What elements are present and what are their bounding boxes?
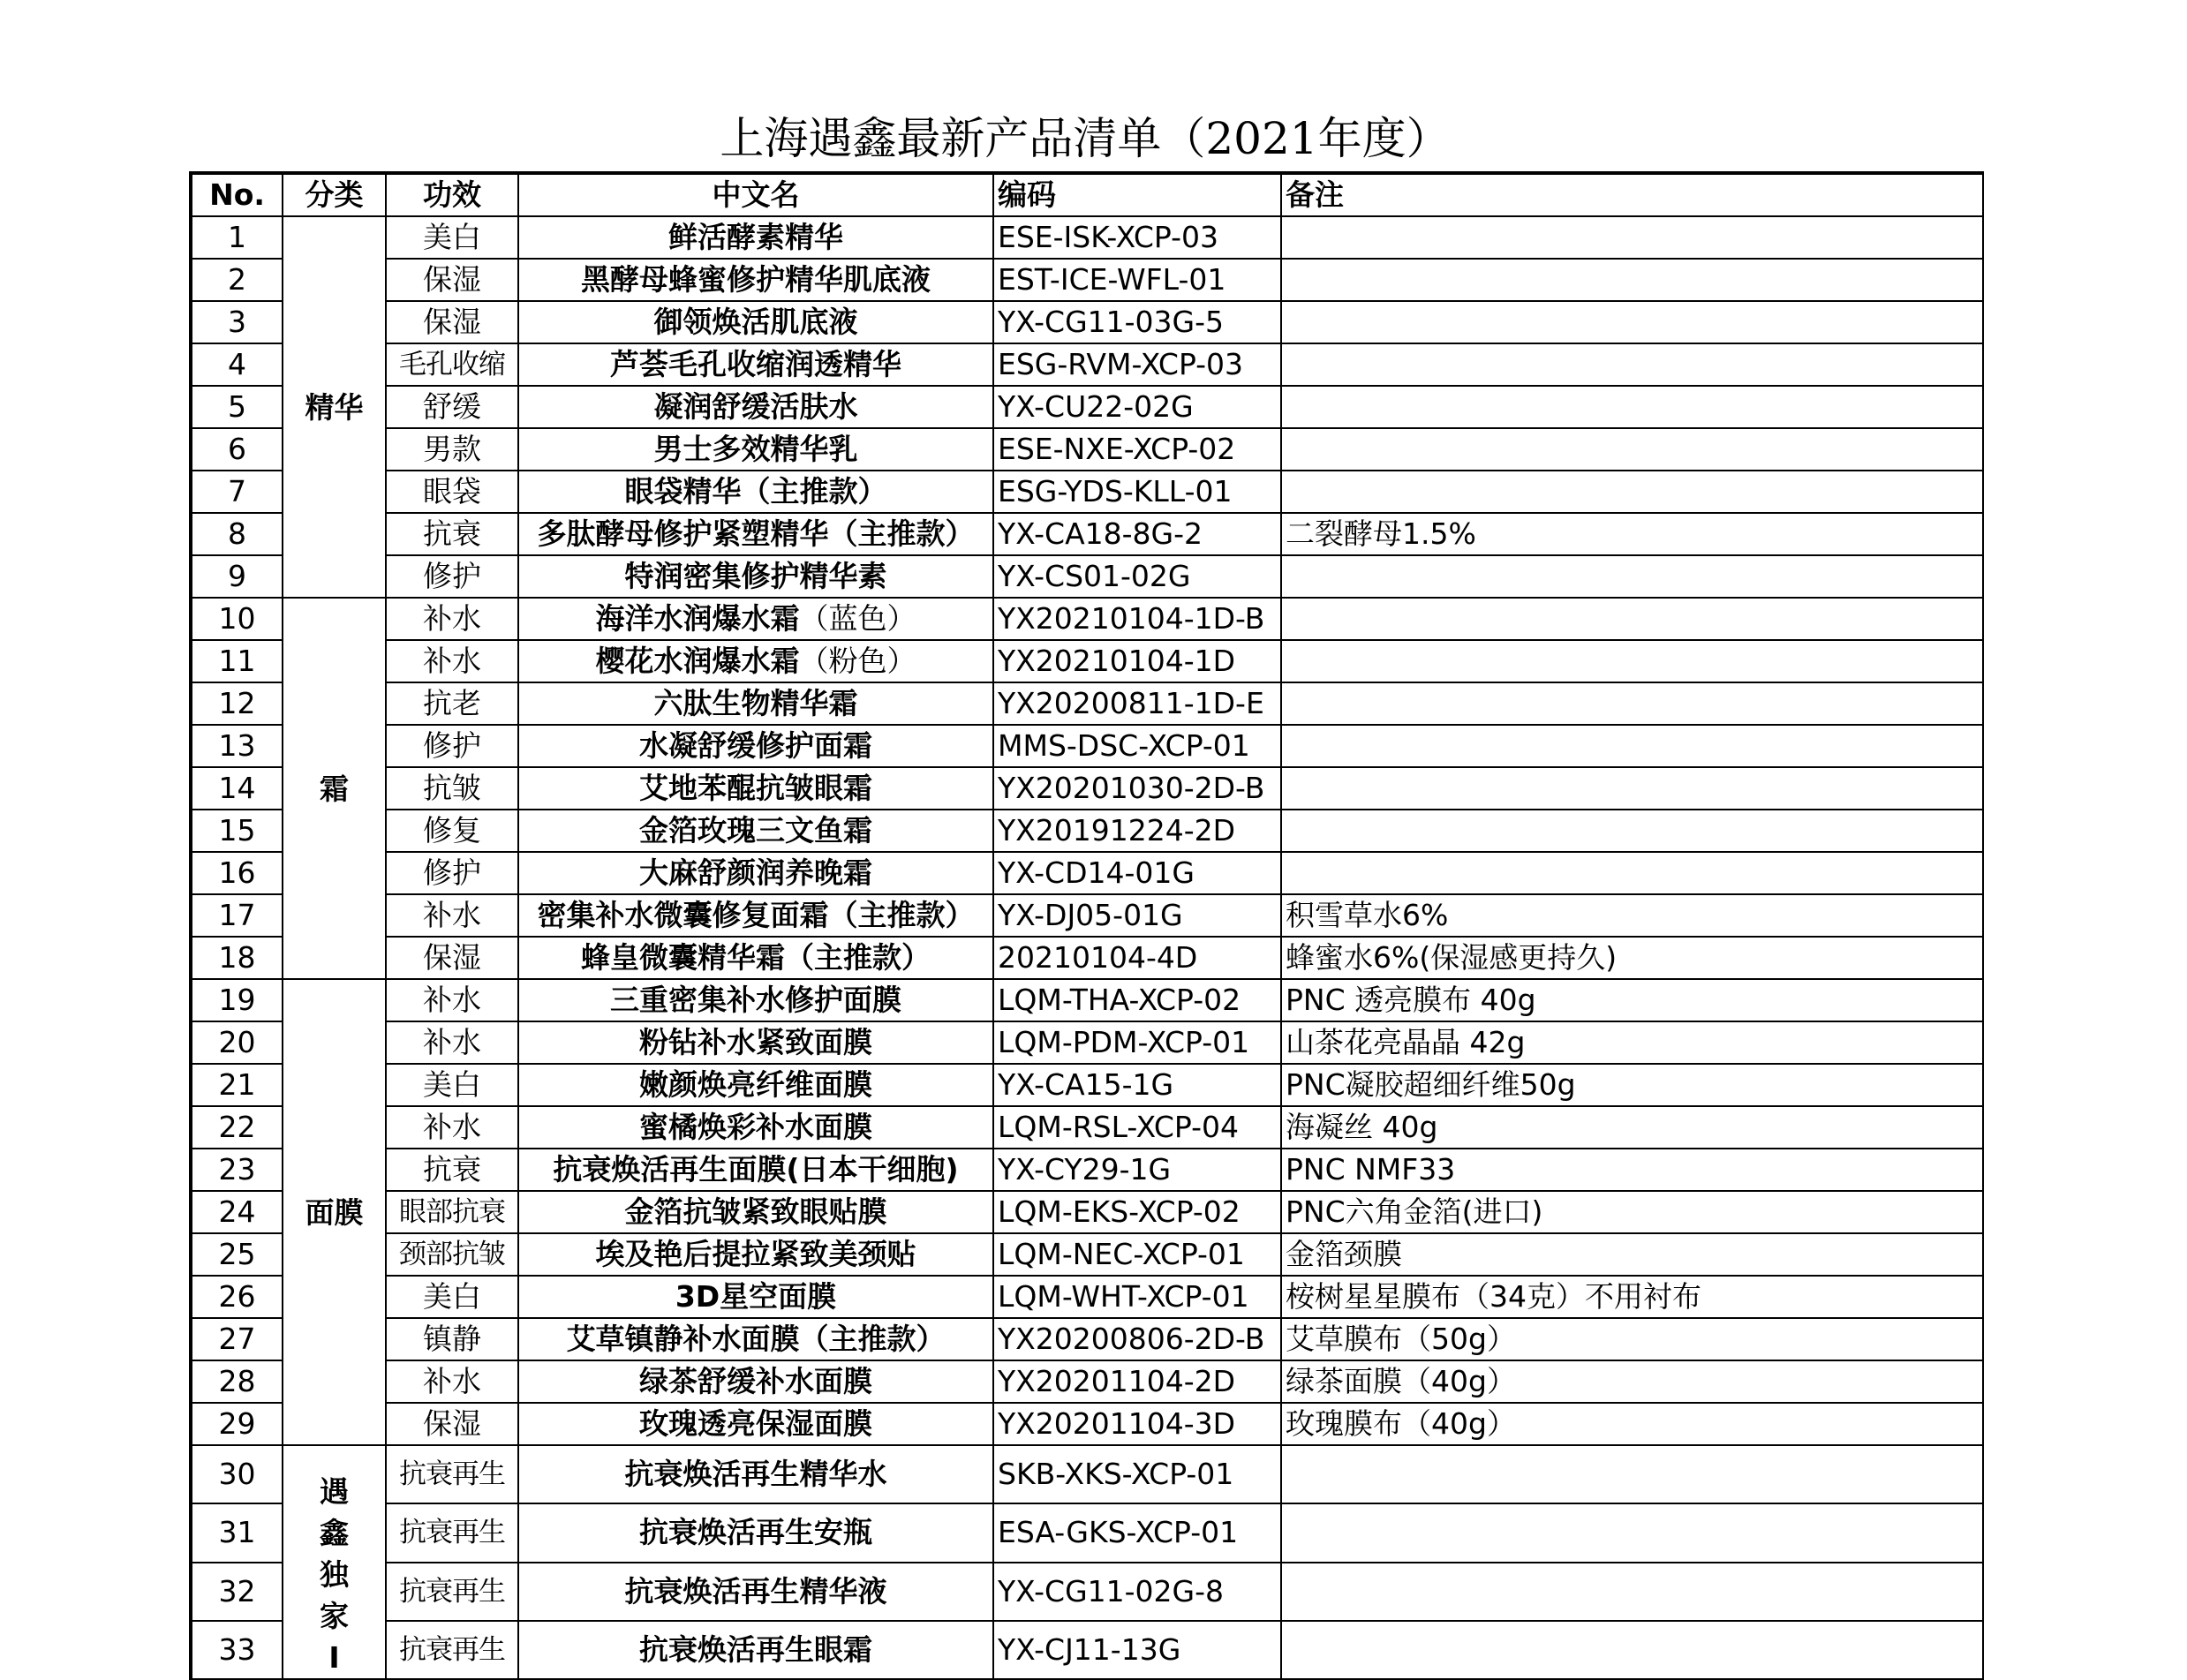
table-row: [191, 1621, 1983, 1679]
table-row: [191, 428, 1983, 471]
function-cell: 抗老: [386, 682, 518, 725]
product-name: 芦荟毛孔收缩润透精华: [610, 347, 901, 381]
function-cell: 补水: [386, 894, 518, 937]
product-name-cell: [518, 1621, 993, 1679]
function-cell: 眼部抗衰: [386, 1191, 518, 1233]
product-name-cell: [518, 428, 993, 471]
product-name-cell: [518, 894, 993, 937]
row-number: 3: [191, 301, 283, 343]
product-note: 桉树星星膜布（34克）不用衬布: [1281, 1276, 1983, 1318]
product-name: 抗衰焕活再生安瓶: [639, 1515, 872, 1550]
product-code: LQM-PDM-XCP-01: [993, 1021, 1281, 1064]
product-note: [1281, 301, 1983, 343]
product-note: 玫瑰膜布（40g）: [1281, 1403, 1983, 1445]
table-row: [191, 1318, 1983, 1360]
product-name: 凝润舒缓活肤水: [653, 389, 858, 424]
product-code: YX-CS01-02G: [993, 555, 1281, 598]
product-code: ESA-GKS-XCP-01: [993, 1503, 1281, 1562]
product-note: PNC 透亮膜布 40g: [1281, 979, 1983, 1021]
function-cell: 修护: [386, 725, 518, 767]
table-row: [191, 1191, 1983, 1233]
product-name-cell: [518, 1503, 993, 1562]
row-number: 16: [191, 852, 283, 894]
function-cell: 男款: [386, 428, 518, 471]
product-code: LQM-EKS-XCP-02: [993, 1191, 1281, 1233]
product-code: YX20201030-2D-B: [993, 767, 1281, 810]
function-cell: 抗衰: [386, 513, 518, 555]
product-code: YX-CJ11-13G: [993, 1621, 1281, 1679]
table-row: [191, 216, 1983, 259]
table-row: [191, 598, 1983, 640]
product-name: 艾草镇静补水面膜（主推款）: [566, 1322, 946, 1356]
function-cell: 修复: [386, 810, 518, 852]
product-name-cell: [518, 1106, 993, 1149]
category-cell: [283, 1445, 386, 1679]
function-cell: 保湿: [386, 301, 518, 343]
product-name-cell: [518, 1191, 993, 1233]
function-cell: 抗衰再生: [386, 1445, 518, 1503]
function-cell: 美白: [386, 1276, 518, 1318]
row-number: 24: [191, 1191, 283, 1233]
product-code: EST-ICE-WFL-01: [993, 259, 1281, 301]
product-note: [1281, 810, 1983, 852]
product-name: 粉钻补水紧致面膜: [639, 1025, 872, 1059]
row-number: 29: [191, 1403, 283, 1445]
product-code: SKB-XKS-XCP-01: [993, 1445, 1281, 1503]
header-code: 编码: [993, 173, 1281, 216]
product-note: 艾草膜布（50g）: [1281, 1318, 1983, 1360]
product-note: 海凝丝 40g: [1281, 1106, 1983, 1149]
category-cell: [283, 979, 386, 1445]
product-note: [1281, 386, 1983, 428]
category-label: 精华: [305, 389, 364, 425]
product-name: 玫瑰透亮保湿面膜: [639, 1406, 872, 1441]
table-row: [191, 1106, 1983, 1149]
table-row: [191, 1021, 1983, 1064]
function-cell: 保湿: [386, 259, 518, 301]
product-note: [1281, 471, 1983, 513]
product-code: YX-CG11-02G-8: [993, 1563, 1281, 1621]
product-name: 大麻舒颜润养晚霜: [639, 855, 872, 890]
row-number: 1: [191, 216, 283, 259]
product-name-cell: [518, 301, 993, 343]
table-row: [191, 725, 1983, 767]
row-number: 33: [191, 1621, 283, 1679]
function-cell: 舒缓: [386, 386, 518, 428]
row-number: 19: [191, 979, 283, 1021]
product-name-cell: [518, 852, 993, 894]
row-number: 6: [191, 428, 283, 471]
product-note: 绿茶面膜（40g）: [1281, 1360, 1983, 1403]
row-number: 25: [191, 1233, 283, 1276]
product-code: ESG-YDS-KLL-01: [993, 471, 1281, 513]
product-name-cell: [518, 767, 993, 810]
product-name-cell: [518, 513, 993, 555]
product-name: 多肽酵母修护紧塑精华（主推款）: [537, 516, 975, 551]
product-code: LQM-RSL-XCP-04: [993, 1106, 1281, 1149]
product-name-cell: [518, 259, 993, 301]
table-row: [191, 1276, 1983, 1318]
table-row: [191, 555, 1983, 598]
product-name-cell: [518, 1149, 993, 1191]
table-row: [191, 471, 1983, 513]
category-label: 遇鑫独家I: [319, 1474, 349, 1675]
function-cell: 保湿: [386, 1403, 518, 1445]
product-code: LQM-THA-XCP-02: [993, 979, 1281, 1021]
product-code: ESG-RVM-XCP-03: [993, 343, 1281, 386]
function-cell: 补水: [386, 1106, 518, 1149]
product-note: 金箔颈膜: [1281, 1233, 1983, 1276]
row-number: 11: [191, 640, 283, 682]
product-note: [1281, 1503, 1983, 1562]
row-number: 20: [191, 1021, 283, 1064]
product-name-cell: [518, 1563, 993, 1621]
product-code: 20210104-4D: [993, 937, 1281, 979]
category-label: 面膜: [305, 1194, 364, 1230]
row-number: 26: [191, 1276, 283, 1318]
product-name: 绿茶舒缓补水面膜: [639, 1364, 872, 1398]
product-name: 抗衰焕活再生面膜(日本干细胞): [553, 1152, 959, 1187]
function-cell: 美白: [386, 1064, 518, 1106]
product-name-cell: [518, 1276, 993, 1318]
product-name: 艾地苯醌抗皱眼霜: [639, 771, 872, 805]
product-name-cell: [518, 810, 993, 852]
row-number: 23: [191, 1149, 283, 1191]
table-row: [191, 979, 1983, 1021]
header-category: 分类: [283, 173, 386, 216]
product-name-cell: [518, 937, 993, 979]
table-body: [191, 216, 1983, 1679]
product-name: 六肽生物精华霜: [653, 686, 858, 720]
function-cell: 美白: [386, 216, 518, 259]
header-function: 功效: [386, 173, 518, 216]
product-note: 蜂蜜水6%(保湿感更持久): [1281, 937, 1983, 979]
product-note: [1281, 598, 1983, 640]
table-row: [191, 1233, 1983, 1276]
product-name: 埃及艳后提拉紧致美颈贴: [595, 1237, 916, 1271]
product-note: [1281, 216, 1983, 259]
category-cell: [283, 216, 386, 598]
product-note: [1281, 343, 1983, 386]
function-cell: 毛孔收缩: [386, 343, 518, 386]
product-name: 密集补水微囊修复面霜（主推款）: [537, 898, 975, 932]
row-number: 27: [191, 1318, 283, 1360]
product-code: YX-CU22-02G: [993, 386, 1281, 428]
product-code: LQM-WHT-XCP-01: [993, 1276, 1281, 1318]
product-code: YX20201104-3D: [993, 1403, 1281, 1445]
product-note: [1281, 682, 1983, 725]
table-row: [191, 682, 1983, 725]
table-row: [191, 640, 1983, 682]
product-code: LQM-NEC-XCP-01: [993, 1233, 1281, 1276]
product-name-cell: [518, 216, 993, 259]
row-number: 14: [191, 767, 283, 810]
product-name: 嫩颜焕亮纤维面膜: [639, 1067, 872, 1102]
table-row: [191, 852, 1983, 894]
product-name: 特润密集修护精华素: [624, 559, 887, 593]
function-cell: 补水: [386, 640, 518, 682]
product-note: PNC凝胶超细纤维50g: [1281, 1064, 1983, 1106]
product-note: [1281, 1563, 1983, 1621]
category-label: 霜: [320, 771, 349, 806]
product-name: 金箔玫瑰三文鱼霜: [639, 813, 872, 848]
function-cell: 补水: [386, 1360, 518, 1403]
product-name: 水凝舒缓修护面霜: [639, 728, 872, 763]
row-number: 2: [191, 259, 283, 301]
product-name-cell: [518, 386, 993, 428]
product-code: YX20201104-2D: [993, 1360, 1281, 1403]
function-cell: 眼袋: [386, 471, 518, 513]
product-name-cell: [518, 471, 993, 513]
product-name-cell: [518, 555, 993, 598]
product-name-cell: [518, 343, 993, 386]
product-table: [189, 171, 1984, 1680]
function-cell: 补水: [386, 979, 518, 1021]
function-cell: 抗衰: [386, 1149, 518, 1191]
function-cell: 修护: [386, 852, 518, 894]
table-row: [191, 1360, 1983, 1403]
product-name-cell: [518, 1403, 993, 1445]
table-row: [191, 937, 1983, 979]
row-number: 13: [191, 725, 283, 767]
table-row: [191, 513, 1983, 555]
function-cell: 补水: [386, 598, 518, 640]
product-name: 鲜活酵素精华: [668, 220, 843, 254]
function-cell: 抗衰再生: [386, 1503, 518, 1562]
product-name: 黑酵母蜂蜜修护精华肌底液: [581, 262, 931, 297]
product-code: YX20210104-1D-B: [993, 598, 1281, 640]
category-cell: [283, 598, 386, 979]
product-note: [1281, 1621, 1983, 1679]
row-number: 10: [191, 598, 283, 640]
row-number: 30: [191, 1445, 283, 1503]
product-name: 御领焕活肌底液: [653, 305, 858, 339]
product-code: MMS-DSC-XCP-01: [993, 725, 1281, 767]
row-number: 22: [191, 1106, 283, 1149]
product-name-cell: [518, 1021, 993, 1064]
product-name: 3D星空面膜: [675, 1279, 837, 1314]
product-name-cell: [518, 682, 993, 725]
product-name: 蜜橘焕彩补水面膜: [639, 1110, 872, 1144]
product-note: [1281, 852, 1983, 894]
product-note: [1281, 555, 1983, 598]
product-name-color: （蓝色）: [799, 601, 916, 636]
product-name: 抗衰焕活再生精华水: [624, 1457, 887, 1492]
product-code: YX-CA18-8G-2: [993, 513, 1281, 555]
product-name: 男士多效精华乳: [653, 432, 858, 466]
row-number: 18: [191, 937, 283, 979]
product-name-cell: [518, 598, 993, 640]
table-row: [191, 1563, 1983, 1621]
product-name: 抗衰焕活再生精华液: [624, 1573, 887, 1608]
row-number: 4: [191, 343, 283, 386]
product-name-cell: [518, 640, 993, 682]
table-row: [191, 767, 1983, 810]
product-note: [1281, 259, 1983, 301]
product-note: 积雪草水6%: [1281, 894, 1983, 937]
table-row: [191, 259, 1983, 301]
table-row: [191, 1403, 1983, 1445]
product-note: PNC六角金箔(进口): [1281, 1191, 1983, 1233]
table-row: [191, 810, 1983, 852]
function-cell: 修护: [386, 555, 518, 598]
function-cell: 抗衰再生: [386, 1621, 518, 1679]
header-no: No.: [191, 173, 283, 216]
row-number: 9: [191, 555, 283, 598]
function-cell: 镇静: [386, 1318, 518, 1360]
product-note: 二裂酵母1.5%: [1281, 513, 1983, 555]
row-number: 17: [191, 894, 283, 937]
product-code: ESE-ISK-XCP-03: [993, 216, 1281, 259]
product-note: [1281, 725, 1983, 767]
product-code: YX-CY29-1G: [993, 1149, 1281, 1191]
table-row: [191, 1064, 1983, 1106]
row-number: 5: [191, 386, 283, 428]
product-name: 海洋水润爆水霜: [595, 601, 800, 636]
product-note: [1281, 767, 1983, 810]
product-code: YX20200806-2D-B: [993, 1318, 1281, 1360]
product-note: PNC NMF33: [1281, 1149, 1983, 1191]
product-name: 蜂皇微囊精华霜（主推款）: [581, 940, 931, 975]
header-name: 中文名: [518, 173, 993, 216]
product-code: YX-CG11-03G-5: [993, 301, 1281, 343]
product-note: [1281, 1445, 1983, 1503]
product-code: YX20210104-1D: [993, 640, 1281, 682]
product-code: YX-CD14-01G: [993, 852, 1281, 894]
header-note: 备注: [1281, 173, 1983, 216]
row-number: 21: [191, 1064, 283, 1106]
product-code: YX-DJ05-01G: [993, 894, 1281, 937]
function-cell: 保湿: [386, 937, 518, 979]
table-row: [191, 894, 1983, 937]
product-name-cell: [518, 1064, 993, 1106]
function-cell: 补水: [386, 1021, 518, 1064]
product-name: 樱花水润爆水霜: [595, 644, 800, 678]
product-name-cell: [518, 725, 993, 767]
product-code: YX-CA15-1G: [993, 1064, 1281, 1106]
product-code: ESE-NXE-XCP-02: [993, 428, 1281, 471]
product-name: 三重密集补水修护面膜: [610, 983, 901, 1017]
product-name-cell: [518, 979, 993, 1021]
function-cell: 颈部抗皱: [386, 1233, 518, 1276]
row-number: 15: [191, 810, 283, 852]
row-number: 28: [191, 1360, 283, 1403]
table-row: [191, 301, 1983, 343]
function-cell: 抗皱: [386, 767, 518, 810]
product-name-cell: [518, 1445, 993, 1503]
product-name: 眼袋精华（主推款）: [624, 474, 887, 509]
product-note: [1281, 428, 1983, 471]
product-note: 山茶花亮晶晶 42g: [1281, 1021, 1983, 1064]
table-row: [191, 343, 1983, 386]
product-name: 金箔抗皱紧致眼贴膜: [624, 1194, 887, 1229]
row-number: 31: [191, 1503, 283, 1562]
product-name-cell: [518, 1360, 993, 1403]
product-name-cell: [518, 1233, 993, 1276]
product-code: YX20191224-2D: [993, 810, 1281, 852]
row-number: 7: [191, 471, 283, 513]
function-cell: 抗衰再生: [386, 1563, 518, 1621]
table-row: [191, 386, 1983, 428]
product-name-color: （粉色）: [799, 644, 916, 678]
product-note: [1281, 640, 1983, 682]
table-row: [191, 1503, 1983, 1562]
table-row: [191, 1149, 1983, 1191]
table-row: [191, 1445, 1983, 1503]
product-name-cell: [518, 1318, 993, 1360]
row-number: 8: [191, 513, 283, 555]
document-title: 上海遇鑫最新产品清单（2021年度）: [720, 113, 1451, 164]
product-name: 抗衰焕活再生眼霜: [639, 1631, 872, 1667]
row-number: 32: [191, 1563, 283, 1621]
product-code: YX20200811-1D-E: [993, 682, 1281, 725]
table-header-row: [191, 173, 1983, 216]
row-number: 12: [191, 682, 283, 725]
